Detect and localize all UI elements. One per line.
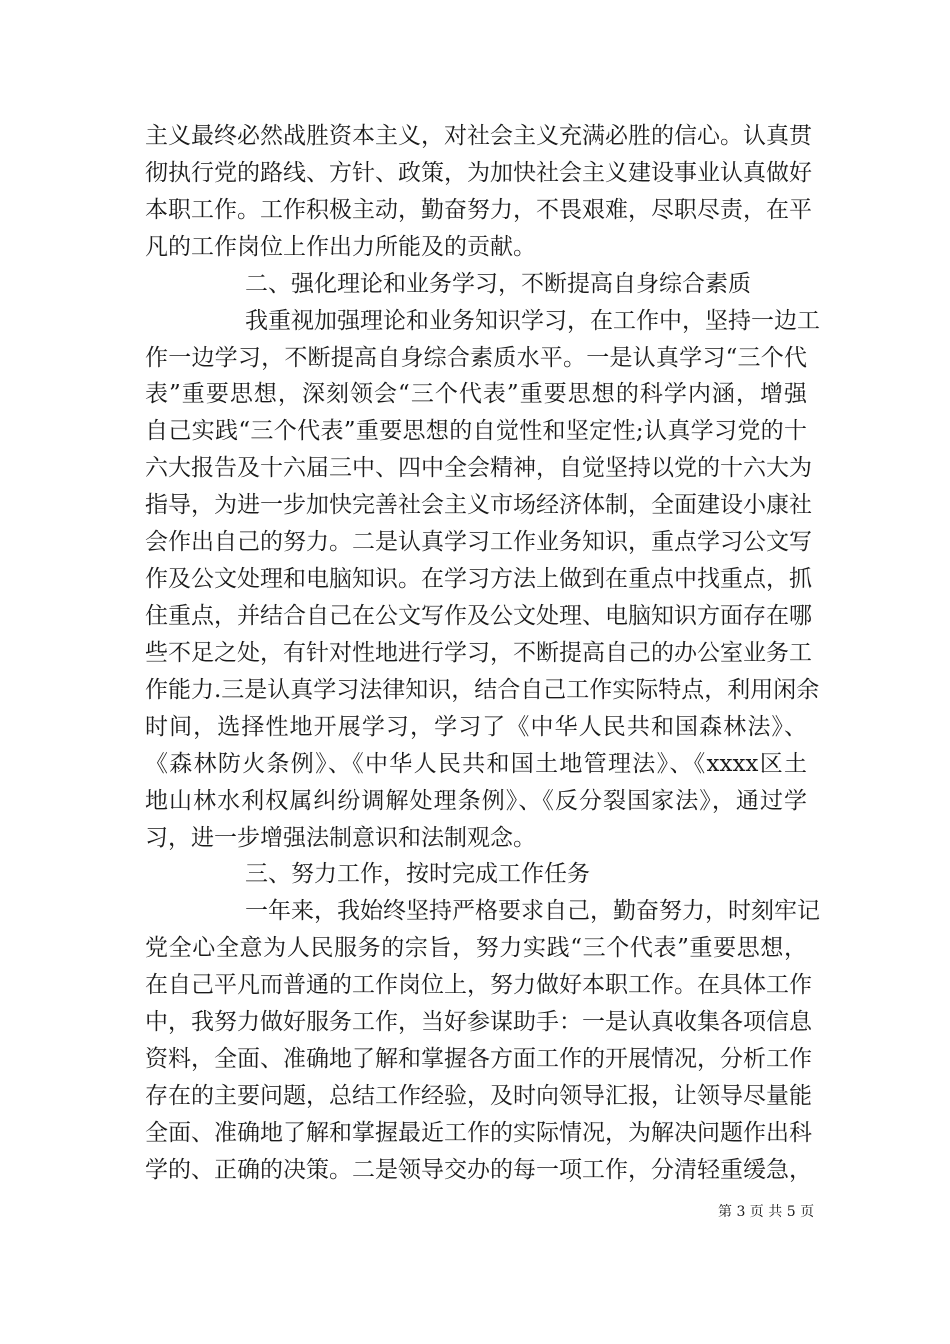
- body-line: 一年来，我始终坚持严格要求自己，勤奋努力，时刻牢记: [245, 898, 820, 925]
- body-line: 存在的主要问题，总结工作经验，及时向领导汇报，让领导尽量能: [145, 1082, 812, 1109]
- body-line: 全面、准确地了解和掌握最近工作的实际情况，为解决问题作出科: [145, 1119, 812, 1146]
- body-line: 会作出自己的努力。二是认真学习工作业务知识，重点学习公文写: [145, 529, 812, 556]
- section-heading-2: 二、强化理论和业务学习，不断提高自身综合素质: [245, 270, 751, 297]
- body-line: 在自己平凡而普通的工作岗位上，努力做好本职工作。在具体工作: [145, 972, 812, 999]
- body-line: 地山林水利权属纠纷调解处理条例》、《反分裂国家法》，通过学: [145, 787, 807, 814]
- body-line: 指导，为进一步加快完善社会主义市场经济体制，全面建设小康社: [145, 492, 812, 519]
- body-line: 本职工作。工作积极主动，勤奋努力，不畏艰难，尽职尽责，在平: [145, 196, 812, 223]
- body-line: 些不足之处，有针对性地进行学习，不断提高自己的办公室业务工: [145, 639, 812, 666]
- body-line: 作一边学习，不断提高自身综合素质水平。一是认真学习“三个代: [145, 344, 807, 371]
- body-line: 作及公文处理和电脑知识。在学习方法上做到在重点中找重点，抓: [145, 566, 812, 593]
- body-line: 《森林防火条例》、《中华人民共和国土地管理法》、《xxxx区土: [145, 750, 807, 777]
- body-line: 住重点，并结合自己在公文写作及公文处理、电脑知识方面存在哪: [145, 602, 812, 629]
- body-line: 中，我努力做好服务工作，当好参谋助手：一是认真收集各项信息: [145, 1009, 812, 1036]
- body-line: 主义最终必然战胜资本主义，对社会主义充满必胜的信心。认真贯: [145, 123, 812, 149]
- page-number-footer: 第 3 页 共 5 页: [718, 1204, 815, 1220]
- body-line: 习，进一步增强法制意识和法制观念。: [145, 824, 536, 851]
- body-line: 自己实践“三个代表”重要思想的自觉性和坚定性;认真学习党的十: [145, 418, 807, 445]
- document-body: [145, 118, 820, 1189]
- body-line: 彻执行党的路线、方针、政策，为加快社会主义建设事业认真做好: [145, 159, 812, 186]
- body-line: 表”重要思想，深刻领会“三个代表”重要思想的科学内涵，增强: [145, 381, 807, 408]
- body-line: 我重视加强理论和业务知识学习，在工作中，坚持一边工: [245, 307, 820, 334]
- body-line: 学的、正确的决策。二是领导交办的每一项工作，分清轻重缓急，: [145, 1156, 812, 1183]
- section-heading-3: 三、努力工作，按时完成工作任务: [245, 861, 590, 888]
- body-line: 作能力.三是认真学习法律知识，结合自己工作实际特点，利用闲余: [145, 676, 820, 703]
- body-line: 凡的工作岗位上作出力所能及的贡献。: [145, 233, 536, 260]
- body-line: 资料，全面、准确地了解和掌握各方面工作的开展情况，分析工作: [145, 1046, 812, 1073]
- body-line: 时间，选择性地开展学习，学习了《中华人民共和国森林法》、: [145, 713, 807, 740]
- body-line: 六大报告及十六届三中、四中全会精神，自觉坚持以党的十六大为: [145, 455, 812, 482]
- body-line: 党全心全意为人民服务的宗旨，努力实践“三个代表”重要思想，: [145, 935, 807, 962]
